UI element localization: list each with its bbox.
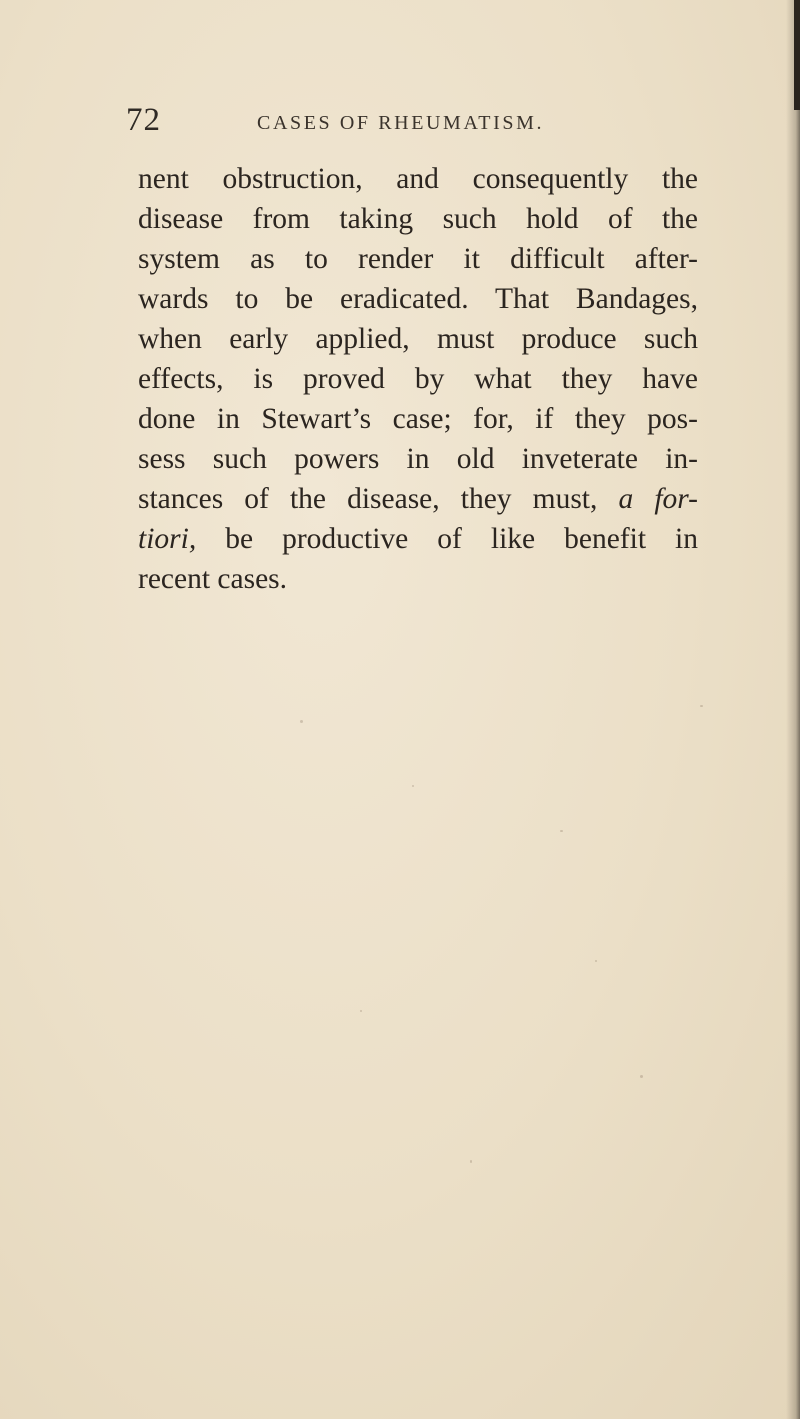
text-segment: stances of the disease, they must, [138, 483, 598, 515]
text-line [138, 479, 698, 519]
page-number: 72 [126, 102, 161, 138]
text-line: effects, is proved by what they have [138, 363, 698, 395]
italic-phrase: a for- [618, 483, 699, 515]
text-line: sess such powers in old inveterate in- [138, 443, 698, 475]
running-head [126, 102, 686, 142]
text-line: when early applied, must produce such [138, 323, 698, 355]
text-line: wards to be eradicated. That Bandages, [138, 283, 698, 315]
text-line: done in Stewart’s case; for, if they pos- [138, 403, 698, 435]
page-edge-shadow [786, 0, 800, 1419]
text-line: system as to render it difficult after- [138, 243, 698, 275]
italic-phrase: tiori, [138, 523, 197, 555]
text-line: recent cases. [138, 563, 288, 595]
text-line [138, 519, 698, 559]
text-line: disease from taking such hold of the [138, 203, 698, 235]
text-line: nent obstruction, and consequently the [138, 163, 698, 195]
body-paragraph [138, 159, 698, 599]
text-segment: be productive of like benefit in [225, 523, 699, 555]
running-title: CASES OF RHEUMATISM. [257, 112, 545, 134]
page-edge-dark [794, 0, 800, 110]
